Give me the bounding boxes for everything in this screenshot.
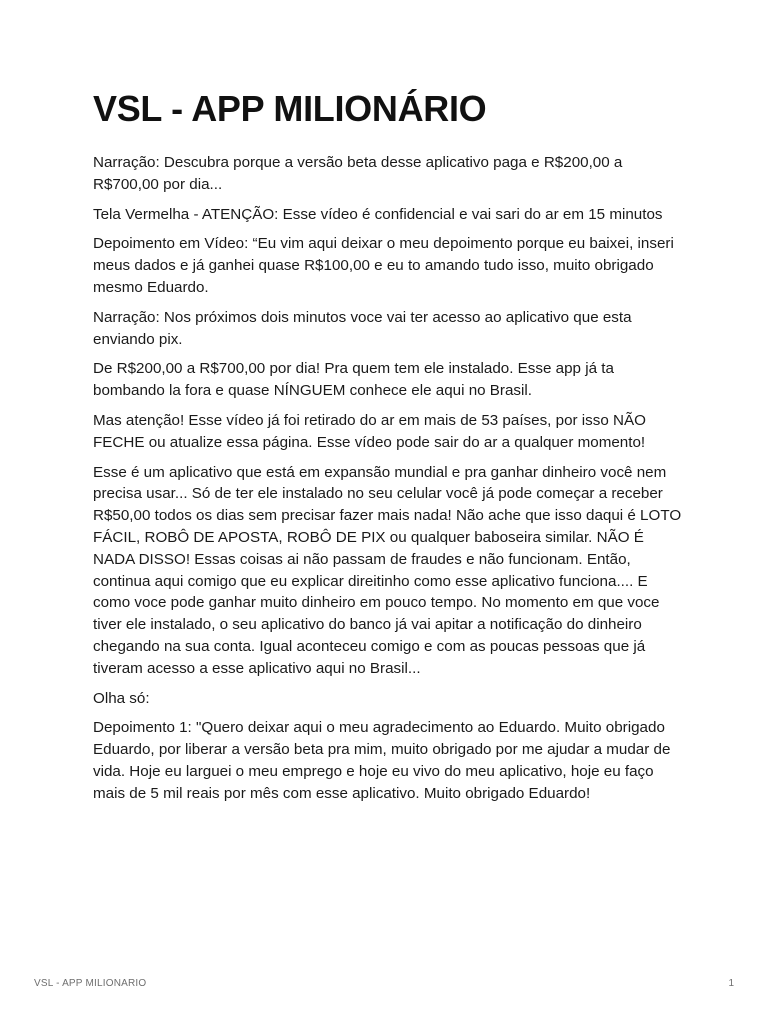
paragraph-depoimento-video: Depoimento em Vídeo: “Eu vim aqui deixar o meu depoimento porque eu baixei, inseri meus dados e já ganhei quase R$100,00 e eu to amando tudo isso, muito obrigado mesmo Eduardo.	[93, 235, 674, 296]
footer-document-name: VSL - APP MILIONARIO	[34, 978, 147, 989]
paragraph-narracao-1: Narração: Descubra porque a versão beta desse aplicativo paga e R$200,00 a R$700,00 por dia...	[93, 154, 623, 193]
document-body	[93, 86, 683, 813]
paragraph-olha-so: Olha só:	[93, 689, 150, 707]
document-title: VSL - APP MILIONÁRIO	[93, 88, 487, 129]
paragraph-explicacao: Esse é um aplicativo que está em expansão mundial e pra ganhar dinheiro você nem precisa usar... Só de ter ele instalado no seu celular você já pode começar a receber R$50,00 todos os dias sem precisar fazer mais nada! Não ache que isso daqui é LOTO FÁCIL, ROBÔ DE APOSTA, ROBÔ DE PIX ou qualquer baboseira similar. NÃO É NADA DISSO! Essas coisas ai não passam de fraudes e não funcionam. Então, continua aqui comigo que eu explicar direitinho como esse aplicativo funciona.... E como voce pode ganhar muito dinheiro em pouco tempo. No momento em que voce tiver ele instalado, o seu aplicativo do banco já vai apitar a notificação do dinheiro chegando na sua conta. Igual aconteceu comigo e com as poucas pessoas que já tiveram acesso a esse aplicativo aqui no Brasil...	[93, 463, 682, 677]
paragraph-depoimento-1: Depoimento 1: "Quero deixar aqui o meu agradecimento ao Eduardo. Muito obrigado Eduardo, por liberar a versão beta pra mim, muito obrigado por me ajudar a mudar de vida. Hoje eu larguei o meu emprego e hoje eu vivo do meu aplicativo, hoje eu faço mais de 5 mil reais por mês com esse aplicativo. Muito obrigado Eduardo!	[93, 719, 671, 802]
paragraph-atencao: Mas atenção! Esse vídeo já foi retirado do ar em mais de 53 países, por isso NÃO FECHE ou atualize essa página. Esse vídeo pode sair do ar a qualquer momento!	[93, 411, 646, 451]
paragraph-tela-vermelha: Tela Vermelha - ATENÇÃO: Esse vídeo é confidencial e vai sari do ar em 15 minutos	[93, 205, 663, 223]
paragraph-narracao-2: Narração: Nos próximos dois minutos voce vai ter acesso ao aplicativo que esta enviando pix.	[93, 308, 632, 348]
paragraph-valores: De R$200,00 a R$700,00 por dia! Pra quem tem ele instalado. Esse app já ta bombando la fora e quase NÍNGUEM conhece ele aqui no Brasil.	[93, 360, 614, 400]
footer-page-number: 1	[728, 978, 734, 989]
